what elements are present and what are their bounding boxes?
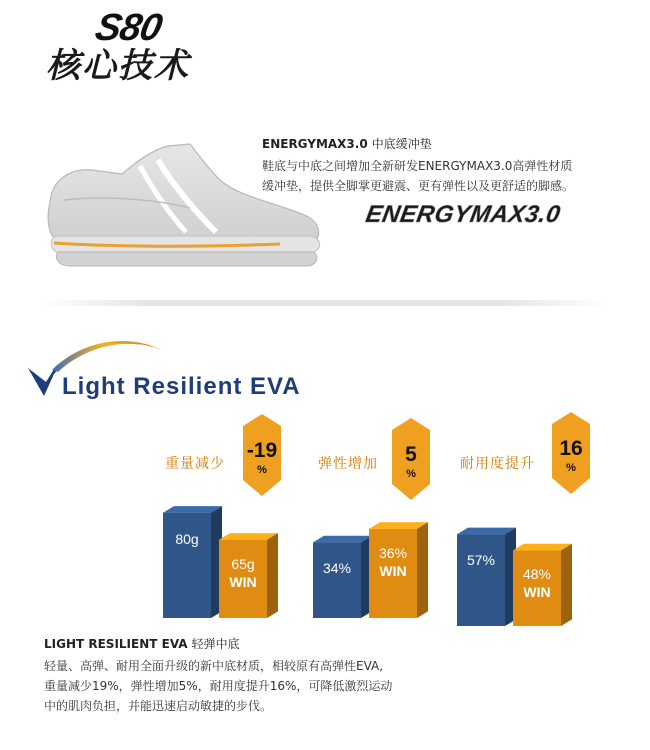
energymax-heading-main: ENERGYMAX3.0 — [262, 137, 368, 151]
stat-label: 耐用度提升 — [460, 456, 535, 472]
stat-old-bar — [163, 513, 211, 618]
eva-description — [44, 656, 444, 716]
stat-badge-unit: % — [257, 464, 267, 476]
energymax-logo: ENERGYMAX3.0 — [363, 201, 563, 228]
eva-description-line: 轻量、高弹、耐用全面升级的新中底材质，相较原有高弹性EVA, — [44, 659, 384, 673]
stat-badge-unit: % — [406, 468, 416, 480]
energymax-description-line: 鞋底与中底之间增加全新研发ENERGYMAX3.0高弹性材质 — [262, 159, 573, 173]
eva-heading-sub: 轻弹中底 — [191, 637, 240, 651]
stat-badge-value: -19 — [246, 439, 278, 462]
eva-logo-text: Light Resilient EVA — [62, 373, 301, 400]
stat-badge-unit: % — [566, 462, 576, 474]
stat-new-bar-side — [561, 544, 572, 626]
energymax-heading-sub: 中底缓冲垫 — [371, 137, 432, 151]
stat-badge-value: 16 — [559, 437, 583, 460]
stat-old-bar — [457, 534, 505, 626]
stat-old-value: 80g — [175, 530, 199, 547]
stat-win-label: WIN — [523, 584, 551, 601]
eva-heading — [44, 636, 240, 652]
energymax-description-line: 缓冲垫，提供全脚掌更避震、更有弹性以及更舒适的脚感。 — [262, 179, 575, 193]
stat-old-value: 34% — [322, 560, 352, 577]
eva-description-line: 中的肌肉负担，并能迅速启动敏捷的步伐。 — [44, 699, 273, 713]
stat-new-value: 65g — [231, 555, 255, 572]
eva-heading-main: LIGHT RESILIENT EVA — [44, 637, 188, 651]
stat-new-bar-side — [417, 522, 428, 618]
stat-new-value: 36% — [378, 544, 408, 561]
stat-old-value: 57% — [466, 552, 496, 569]
stat-new-bar-side — [267, 533, 278, 618]
eva-description-line: 重量减少19%，弹性增加5%，耐用度提升16%，可降低激烈运动 — [44, 679, 393, 693]
stat-win-label: WIN — [229, 573, 257, 590]
stat-badge-value: 5 — [405, 443, 417, 466]
model-logo: S80 — [91, 7, 166, 49]
stat-bar-chart — [163, 468, 303, 628]
stat-win-label: WIN — [379, 562, 407, 579]
page-title: 核心技术 — [46, 46, 190, 86]
stat-new-value: 48% — [522, 566, 552, 583]
stat-label: 重量减少 — [165, 456, 225, 472]
stat-label: 弹性增加 — [318, 456, 378, 472]
stat-old-bar — [313, 542, 361, 618]
